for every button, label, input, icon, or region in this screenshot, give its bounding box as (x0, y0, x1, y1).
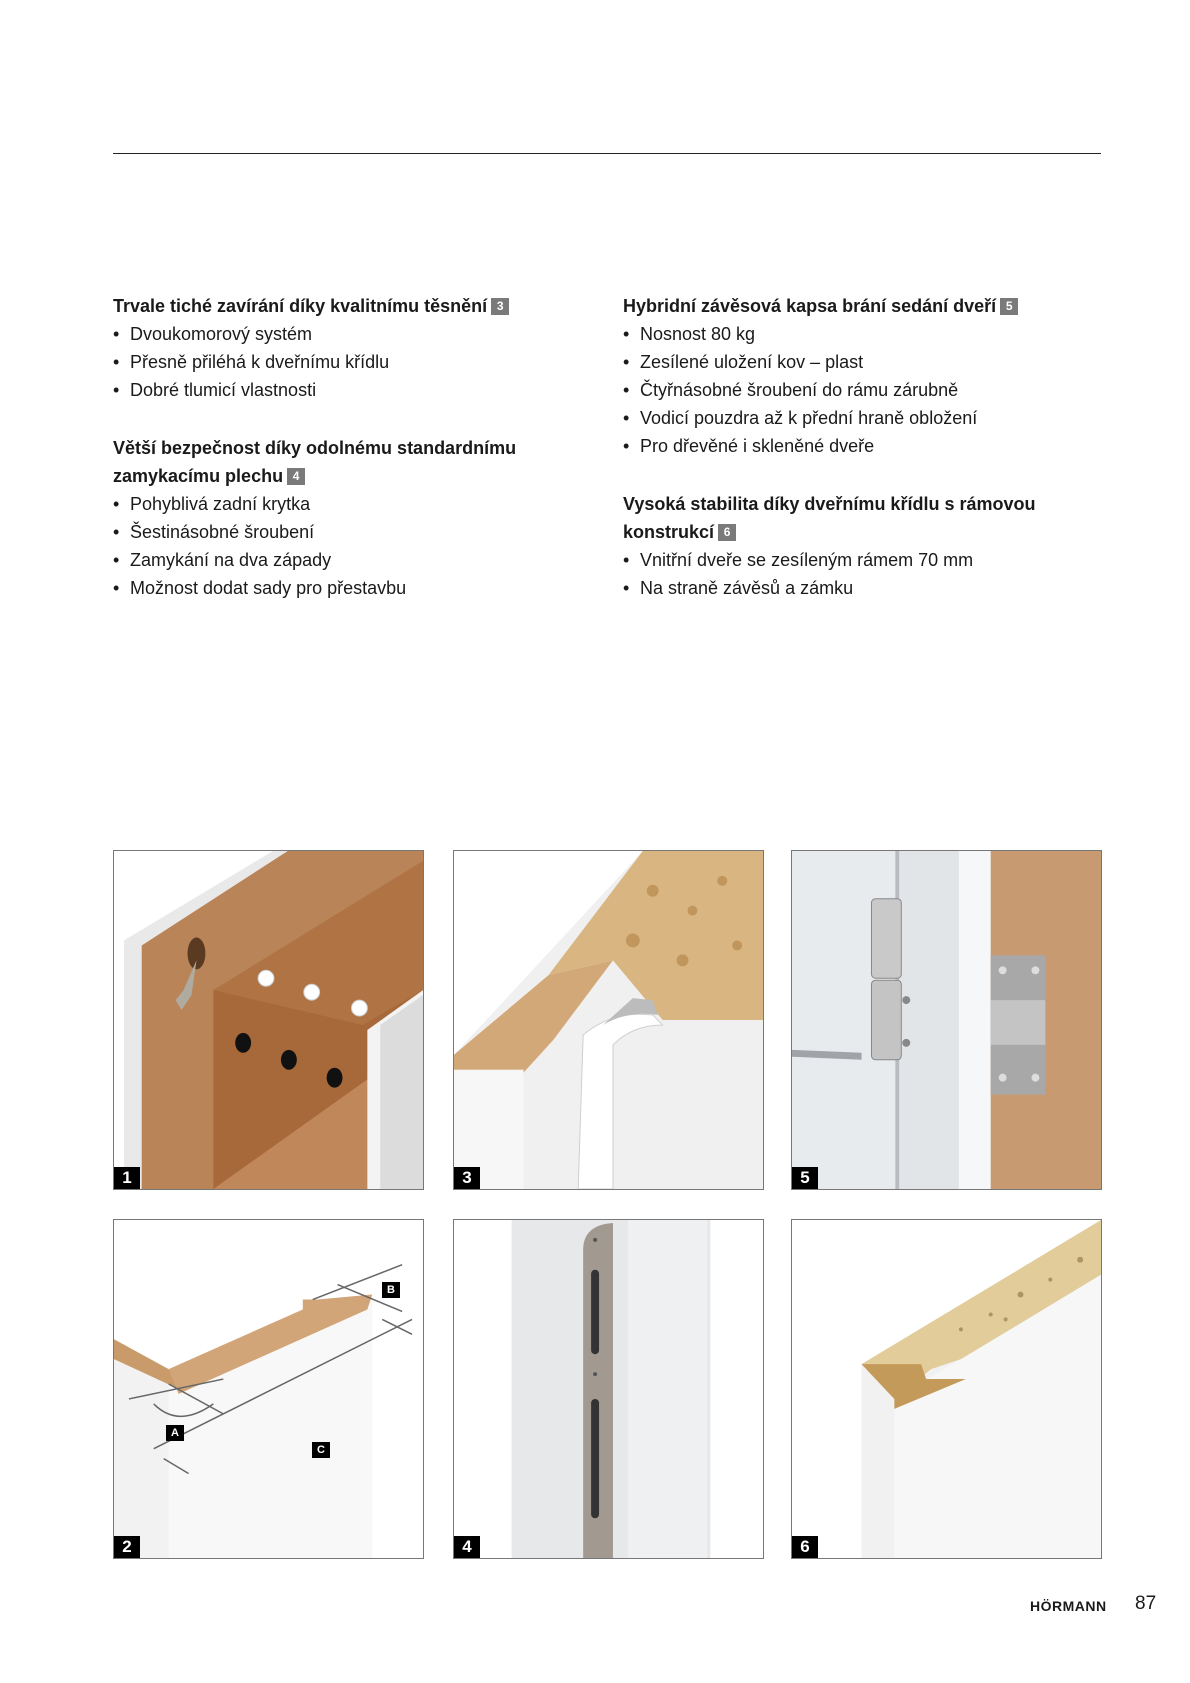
dimension-label-c: C (312, 1442, 330, 1458)
bullet-list (113, 490, 583, 602)
bullet-list (113, 320, 583, 404)
left-column (113, 292, 583, 632)
list-item: • Pro dřevěné i skleněné dveře (623, 432, 1093, 460)
list-item: • Šestinásobné šroubení (113, 518, 583, 546)
photo-number: 2 (114, 1536, 140, 1558)
photo-5-hinge-pocket (791, 850, 1102, 1190)
door-edge-dimension-illustration (114, 1220, 423, 1558)
section-stability (623, 490, 1093, 602)
list-item: • Pohyblivá zadní krytka (113, 490, 583, 518)
photo-2-door-edge-dimensions (113, 1219, 424, 1559)
section-hinge-pocket (623, 292, 1093, 460)
photo-number: 1 (114, 1167, 140, 1189)
list-item: • Přesně přiléhá k dveřnímu křídlu (113, 348, 583, 376)
section-heading: Vysoká stabilita díky dveřnímu křídlu s rámovou konstrukcí 6 (623, 494, 1036, 542)
photo-3-seal-profile (453, 850, 764, 1190)
section-security (113, 434, 583, 602)
bullet-list (623, 320, 1093, 460)
dimension-label-b: B (382, 1282, 400, 1298)
section-heading: Hybridní závěsová kapsa brání sedání dveří 5 (623, 292, 1093, 320)
list-item: • Zesílené uložení kov – plast (623, 348, 1093, 376)
reference-badge: 6 (718, 524, 736, 541)
page-number: 87 (1135, 1593, 1157, 1614)
bullet-list (623, 546, 1093, 602)
seal-profile-illustration (454, 851, 763, 1189)
section-heading: Trvale tiché zavírání díky kvalitnímu těsnění 3 (113, 292, 583, 320)
photo-number: 5 (792, 1167, 818, 1189)
list-item: • Vnitřní dveře se zesíleným rámem 70 mm (623, 546, 1093, 574)
photo-number: 4 (454, 1536, 480, 1558)
dimension-label-a: A (166, 1425, 184, 1441)
photo-number: 6 (792, 1536, 818, 1558)
section-quiet-closing (113, 292, 583, 404)
list-item: • Vodicí pouzdra až k přední hraně obložení (623, 404, 1093, 432)
frame-corner-illustration (114, 851, 423, 1189)
top-rule (113, 153, 1101, 154)
lock-strike-illustration (454, 1220, 763, 1558)
list-item: • Dobré tlumicí vlastnosti (113, 376, 583, 404)
photo-1-frame-corner (113, 850, 424, 1190)
list-item: • Nosnost 80 kg (623, 320, 1093, 348)
photo-4-lock-strike-plate (453, 1219, 764, 1559)
photo-number: 3 (454, 1167, 480, 1189)
frame-construction-illustration (792, 1220, 1101, 1558)
section-heading: Větší bezpečnost díky odolnému standardnímu zamykacímu plechu 4 (113, 438, 517, 486)
reference-badge: 3 (491, 298, 509, 315)
list-item: • Dvoukomorový systém (113, 320, 583, 348)
hinge-pocket-illustration (792, 851, 1101, 1189)
reference-badge: 5 (1000, 298, 1018, 315)
reference-badge: 4 (287, 468, 305, 485)
list-item: • Na straně závěsů a zámku (623, 574, 1093, 602)
list-item: • Možnost dodat sady pro přestavbu (113, 574, 583, 602)
right-column (623, 292, 1093, 632)
brand-logo-text: HÖRMANN (1030, 1598, 1107, 1614)
list-item: • Čtyřnásobné šroubení do rámu zárubně (623, 376, 1093, 404)
list-item: • Zamykání na dva západy (113, 546, 583, 574)
photo-6-frame-construction (791, 1219, 1102, 1559)
